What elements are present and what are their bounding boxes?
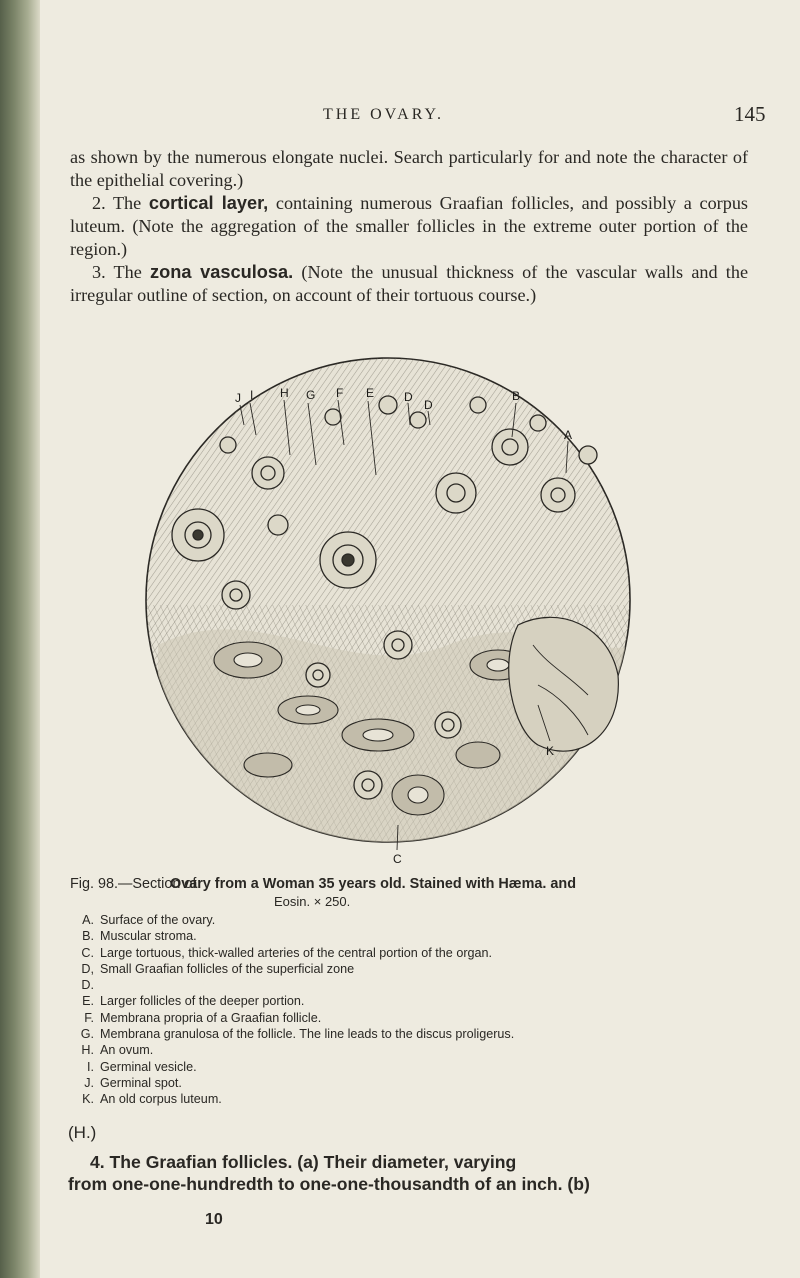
legend-key: B. xyxy=(82,929,94,944)
page-binding-edge xyxy=(0,0,40,1278)
body-text xyxy=(70,146,748,307)
figure-label-e: E xyxy=(366,386,375,400)
legend-text: Membrana propria of a Graafian follicle. xyxy=(100,1010,322,1025)
figure-label-k: K xyxy=(546,744,555,758)
following-text xyxy=(68,1123,758,1228)
running-header xyxy=(0,102,800,130)
legend-key: A. xyxy=(82,913,94,927)
legend-key: K. xyxy=(82,1092,94,1107)
legend-text: Germinal spot. xyxy=(100,1075,182,1090)
figure-label-a: A xyxy=(564,428,573,442)
figure-label-i: I xyxy=(250,388,254,402)
item-4-line-2: from one-one-hundredth to one-one-thousandth of an inch. (b) xyxy=(68,1174,590,1194)
legend-text: Larger follicles of the deeper portion. xyxy=(100,994,305,1009)
legend-text: Germinal vesicle. xyxy=(100,1059,197,1074)
legend-text: Large tortuous, thick-walled arteries of the central portion of the organ. xyxy=(100,945,493,960)
legend-row xyxy=(70,1091,760,1107)
legend-row xyxy=(70,912,760,928)
legend-row xyxy=(70,1010,760,1026)
caption-sub: Eosin. × 250. xyxy=(274,894,351,909)
figure-label-f: F xyxy=(336,386,344,400)
section-mark: (H.) xyxy=(68,1123,97,1142)
paragraph-1: as shown by the numerous elongate nuclei. Search particularly for and note the character of the epithelial covering.) xyxy=(70,147,748,190)
legend-text: Small Graafian follicles of the superficial zone xyxy=(100,961,355,976)
figure-legend xyxy=(70,912,760,1108)
legend-key: I. xyxy=(87,1059,94,1074)
legend-text: Membrana granulosa of the follicle. The line leads to the discus proligerus. xyxy=(100,1027,515,1042)
item-4-line-1: 4. The Graafian follicles. (a) Their diameter, varying xyxy=(90,1152,517,1172)
legend-text: Muscular stroma. xyxy=(100,929,197,944)
legend-row xyxy=(70,945,760,961)
item-2 xyxy=(70,192,748,261)
figure-number: Fig. 98.—Section of xyxy=(70,876,197,892)
legend-key: E. xyxy=(82,994,94,1009)
item-3 xyxy=(70,261,748,307)
item-2-term: cortical layer, xyxy=(148,193,269,213)
figure-label-h: H xyxy=(280,386,289,400)
page-number: 145 xyxy=(734,102,766,126)
legend-text: An old corpus luteum. xyxy=(100,1092,222,1107)
figure-label-d-upper: D xyxy=(404,390,413,404)
legend-text: Surface of the ovary. xyxy=(100,913,216,927)
legend-text: An ovum. xyxy=(100,1043,154,1058)
item-4 xyxy=(68,1151,758,1195)
running-head: THE OVARY. xyxy=(323,106,444,123)
legend-key: D, D. xyxy=(81,961,94,993)
legend-row xyxy=(70,1059,760,1075)
item-3-number: 3. The xyxy=(92,262,142,282)
legend-row xyxy=(70,1042,760,1058)
figure-label-b: B xyxy=(512,389,521,403)
legend-row xyxy=(70,928,760,944)
legend-key: F. xyxy=(84,1010,94,1025)
item-3-term: zona vasculosa. xyxy=(150,262,294,282)
ovary-section-illustration xyxy=(118,345,678,870)
caption-main: Ovary from a Woman 35 years old. Stained with Hæma. and xyxy=(170,876,576,892)
item-3-text: (Note the unusual thickness of the vascular walls and the irregular outline of section, on account of their tortuous course.) xyxy=(70,262,749,305)
fraction-denominator: 10 xyxy=(205,1211,223,1228)
legend-key: J. xyxy=(84,1075,94,1090)
legend-row xyxy=(70,961,760,994)
legend-row xyxy=(70,993,760,1009)
item-2-number: 2. The xyxy=(92,193,142,213)
figure-caption xyxy=(70,876,760,1108)
legend-key: H. xyxy=(81,1043,94,1058)
figure-label-j: J xyxy=(235,391,241,405)
figure-label-c: C xyxy=(393,852,402,866)
legend-key: G. xyxy=(80,1027,94,1042)
ovary-section-figure xyxy=(118,345,678,870)
figure-label-d-lower: D xyxy=(424,398,433,412)
legend-row xyxy=(70,1075,760,1091)
item-2-text: containing numerous Graafian follicles, and possibly a corpus luteum. (Note the aggregation of the smaller follicles in the extreme outer portion of the region.) xyxy=(70,193,749,259)
legend-row xyxy=(70,1026,760,1042)
legend-key: C. xyxy=(81,945,94,960)
figure-label-g: G xyxy=(306,388,316,402)
caption-title xyxy=(70,876,760,910)
